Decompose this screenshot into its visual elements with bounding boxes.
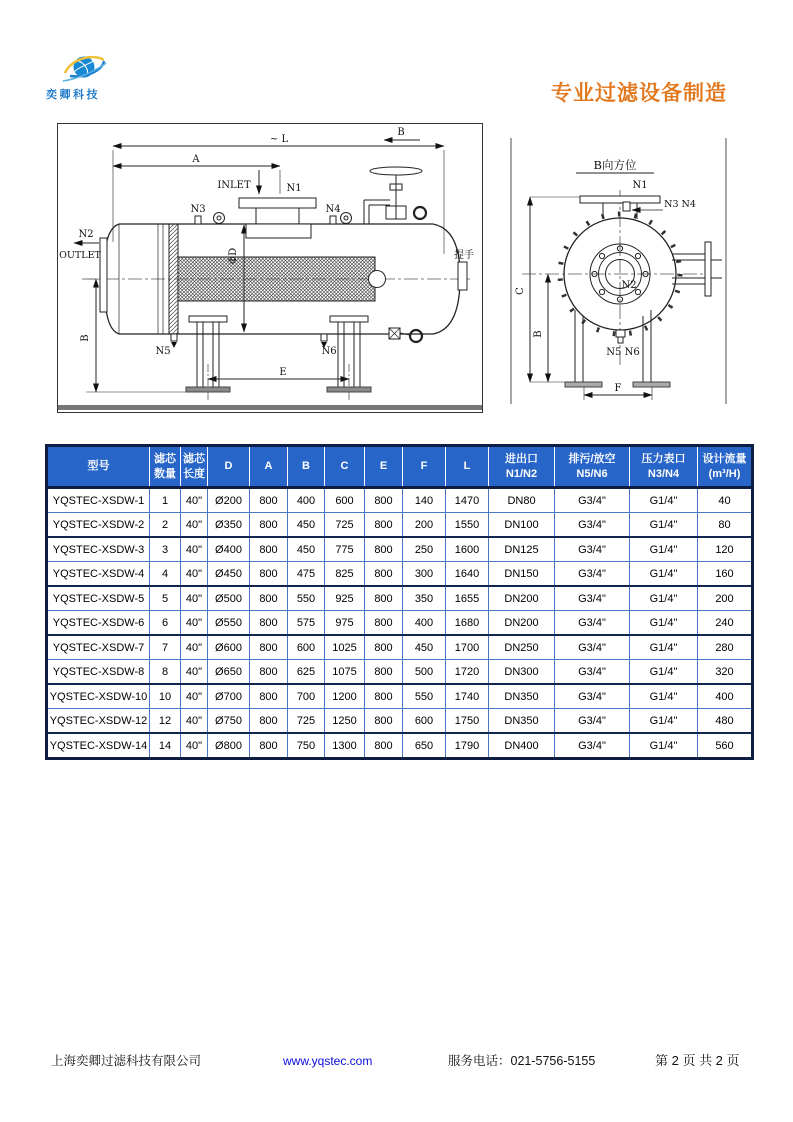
table-cell: YQSTEC-XSDW-2 — [47, 513, 150, 538]
table-row — [47, 709, 753, 734]
table-cell: 560 — [698, 733, 753, 759]
table-cell: 450 — [403, 635, 446, 660]
table-cell: 4 — [150, 562, 181, 587]
table-cell: 600 — [325, 488, 365, 513]
table-cell: 10 — [150, 684, 181, 709]
table-cell: Ø600 — [208, 635, 250, 660]
table-cell: DN350 — [489, 709, 555, 734]
table-cell: YQSTEC-XSDW-8 — [47, 660, 150, 685]
table-cell: YQSTEC-XSDW-3 — [47, 537, 150, 562]
table-cell: 800 — [365, 513, 403, 538]
table-cell: 40" — [181, 684, 208, 709]
label-n3: N3 — [190, 204, 206, 215]
label-dim-b-top: B — [397, 127, 405, 138]
table-cell: YQSTEC-XSDW-12 — [47, 709, 150, 734]
footer-website-link[interactable]: www.yqstec.com — [283, 1054, 373, 1068]
table-row — [47, 586, 753, 611]
table-cell: G1/4" — [630, 562, 698, 587]
table-cell: G1/4" — [630, 537, 698, 562]
table-cell: G3/4" — [555, 733, 630, 759]
table-cell: 1740 — [446, 684, 489, 709]
label-n2: N2 — [78, 229, 94, 240]
table-cell: YQSTEC-XSDW-6 — [47, 611, 150, 636]
label-dim-b-left: B — [80, 334, 91, 342]
table-cell: G1/4" — [630, 611, 698, 636]
table-cell: DN200 — [489, 586, 555, 611]
table-cell: G1/4" — [630, 733, 698, 759]
table-cell: 550 — [288, 586, 325, 611]
footer-company: 上海奕卿过滤科技有限公司 — [51, 1054, 202, 1068]
table-cell: DN150 — [489, 562, 555, 587]
table-cell: 1025 — [325, 635, 365, 660]
column-header: 进出口 N1/N2 — [489, 446, 555, 488]
table-cell: 400 — [288, 488, 325, 513]
column-header: 排污/放空 N5/N6 — [555, 446, 630, 488]
column-header: D — [208, 446, 250, 488]
label-n5: N5 — [155, 346, 171, 357]
table-cell: 400 — [698, 684, 753, 709]
table-cell: 40" — [181, 488, 208, 513]
table-cell: G1/4" — [630, 513, 698, 538]
column-header: F — [403, 446, 446, 488]
table-row — [47, 635, 753, 660]
table-cell: YQSTEC-XSDW-5 — [47, 586, 150, 611]
column-header: 压力表口 N3/N4 — [630, 446, 698, 488]
label-ev-n5n6: N5 N6 — [606, 347, 640, 358]
table-cell: G1/4" — [630, 586, 698, 611]
label-ev-n2: N2 — [621, 280, 637, 291]
table-cell: 800 — [250, 488, 288, 513]
table-cell: G3/4" — [555, 537, 630, 562]
label-phi-d: ΦD — [228, 247, 239, 265]
table-row — [47, 684, 753, 709]
table-cell: 8 — [150, 660, 181, 685]
table-cell: DN300 — [489, 660, 555, 685]
table-cell: 800 — [250, 684, 288, 709]
table-cell: 200 — [403, 513, 446, 538]
label-ev-dim-b: B — [533, 330, 544, 338]
table-cell: G3/4" — [555, 488, 630, 513]
table-cell: 1680 — [446, 611, 489, 636]
table-cell: 3 — [150, 537, 181, 562]
table-cell: 975 — [325, 611, 365, 636]
table-cell: 1075 — [325, 660, 365, 685]
table-row — [47, 660, 753, 685]
table-cell: YQSTEC-XSDW-10 — [47, 684, 150, 709]
side-view-drawing — [57, 123, 483, 413]
label-ev-dim-c: C — [515, 287, 526, 295]
table-cell: 40" — [181, 586, 208, 611]
table-cell: 725 — [288, 709, 325, 734]
label-n4: N4 — [325, 204, 341, 215]
label-n6: N6 — [321, 346, 337, 357]
column-header: B — [288, 446, 325, 488]
table-cell: 300 — [403, 562, 446, 587]
table-cell: 40" — [181, 660, 208, 685]
table-cell: 120 — [698, 537, 753, 562]
table-cell: 1720 — [446, 660, 489, 685]
table-cell: 1640 — [446, 562, 489, 587]
table-cell: 825 — [325, 562, 365, 587]
footer-page-number: 第 2 页 共 2 页 — [655, 1053, 740, 1068]
table-cell: DN250 — [489, 635, 555, 660]
table-cell: DN125 — [489, 537, 555, 562]
label-ev-n3n4: N3 N4 — [664, 199, 696, 210]
table-cell: Ø450 — [208, 562, 250, 587]
table-cell: 1250 — [325, 709, 365, 734]
table-cell: 160 — [698, 562, 753, 587]
table-cell: 800 — [365, 660, 403, 685]
column-header: E — [365, 446, 403, 488]
table-cell: 1655 — [446, 586, 489, 611]
table-cell: Ø200 — [208, 488, 250, 513]
table-cell: 280 — [698, 635, 753, 660]
table-cell: 725 — [325, 513, 365, 538]
table-cell: G3/4" — [555, 660, 630, 685]
table-cell: 925 — [325, 586, 365, 611]
table-cell: 800 — [250, 513, 288, 538]
column-header: L — [446, 446, 489, 488]
table-cell: Ø400 — [208, 537, 250, 562]
table-cell: G1/4" — [630, 635, 698, 660]
table-cell: 475 — [288, 562, 325, 587]
table-cell: 800 — [365, 635, 403, 660]
table-cell: 800 — [250, 660, 288, 685]
table-cell: G3/4" — [555, 513, 630, 538]
table-cell: 240 — [698, 611, 753, 636]
table-cell: 1200 — [325, 684, 365, 709]
table-cell: G1/4" — [630, 684, 698, 709]
table-cell: 40" — [181, 709, 208, 734]
table-cell: 400 — [403, 611, 446, 636]
table-cell: 80 — [698, 513, 753, 538]
table-cell: 575 — [288, 611, 325, 636]
table-cell: G3/4" — [555, 684, 630, 709]
table-cell: G3/4" — [555, 611, 630, 636]
table-cell: 600 — [403, 709, 446, 734]
table-cell: Ø650 — [208, 660, 250, 685]
table-cell: 6 — [150, 611, 181, 636]
table-cell: 40" — [181, 733, 208, 759]
table-cell: 40" — [181, 562, 208, 587]
table-cell: 750 — [288, 733, 325, 759]
table-cell: G3/4" — [555, 635, 630, 660]
table-row — [47, 611, 753, 636]
label-inlet: INLET — [217, 180, 251, 191]
table-cell: 250 — [403, 537, 446, 562]
table-cell: 800 — [365, 733, 403, 759]
table-cell: 14 — [150, 733, 181, 759]
table-cell: 40" — [181, 635, 208, 660]
table-cell: 775 — [325, 537, 365, 562]
table-cell: 800 — [365, 611, 403, 636]
table-cell: G3/4" — [555, 586, 630, 611]
table-cell: YQSTEC-XSDW-4 — [47, 562, 150, 587]
table-cell: 450 — [288, 513, 325, 538]
logo-text: 奕卿科技 — [46, 89, 100, 101]
table-cell: 1470 — [446, 488, 489, 513]
table-cell: 1790 — [446, 733, 489, 759]
table-cell: 12 — [150, 709, 181, 734]
table-cell: 800 — [250, 733, 288, 759]
table-row — [47, 733, 753, 759]
table-cell: 1 — [150, 488, 181, 513]
table-cell: DN400 — [489, 733, 555, 759]
label-ev-n1: N1 — [632, 180, 648, 191]
table-cell: 800 — [365, 586, 403, 611]
column-header: 滤芯 长度 — [181, 446, 208, 488]
logo-globe-icon — [54, 52, 114, 86]
table-cell: 800 — [365, 562, 403, 587]
column-header: 设计流量 (m³/H) — [698, 446, 753, 488]
table-cell: DN350 — [489, 684, 555, 709]
table-row — [47, 562, 753, 587]
table-row — [47, 513, 753, 538]
table-cell: 40" — [181, 537, 208, 562]
table-cell: G3/4" — [555, 709, 630, 734]
label-dim-e: E — [279, 367, 287, 378]
table-cell: G1/4" — [630, 660, 698, 685]
table-cell: 700 — [288, 684, 325, 709]
table-cell: 500 — [403, 660, 446, 685]
table-cell: 40" — [181, 611, 208, 636]
table-cell: 600 — [288, 635, 325, 660]
table-cell: 320 — [698, 660, 753, 685]
table-cell: Ø800 — [208, 733, 250, 759]
table-cell: 1550 — [446, 513, 489, 538]
label-handle: 提手 — [454, 250, 474, 261]
table-cell: DN200 — [489, 611, 555, 636]
table-cell: 450 — [288, 537, 325, 562]
table-cell: YQSTEC-XSDW-7 — [47, 635, 150, 660]
table-cell: G1/4" — [630, 709, 698, 734]
table-cell: Ø350 — [208, 513, 250, 538]
spec-table — [45, 444, 754, 760]
table-cell: 7 — [150, 635, 181, 660]
table-cell: DN100 — [489, 513, 555, 538]
table-cell: YQSTEC-XSDW-14 — [47, 733, 150, 759]
table-cell: 800 — [365, 684, 403, 709]
table-cell: 40" — [181, 513, 208, 538]
column-header: C — [325, 446, 365, 488]
table-cell: 1750 — [446, 709, 489, 734]
table-cell: 800 — [365, 488, 403, 513]
table-cell: 40 — [698, 488, 753, 513]
table-cell: 800 — [250, 586, 288, 611]
table-cell: 480 — [698, 709, 753, 734]
table-cell: 800 — [250, 611, 288, 636]
table-cell: 1700 — [446, 635, 489, 660]
table-cell: Ø550 — [208, 611, 250, 636]
table-cell: 800 — [365, 537, 403, 562]
table-cell: 200 — [698, 586, 753, 611]
table-cell: Ø500 — [208, 586, 250, 611]
label-outlet: OUTLET — [59, 250, 101, 261]
column-header: 滤芯 数量 — [150, 446, 181, 488]
table-cell: G1/4" — [630, 488, 698, 513]
label-ev-dim-f: F — [614, 383, 622, 394]
page-tagline: 专业过滤设备制造 — [551, 82, 727, 105]
table-cell: 1600 — [446, 537, 489, 562]
column-header: A — [250, 446, 288, 488]
table-cell: 550 — [403, 684, 446, 709]
column-header: 型号 — [47, 446, 150, 488]
label-n1: N1 — [286, 183, 302, 194]
footer-phone: 服务电话：021-5756-5155 — [448, 1054, 596, 1068]
table-cell: 800 — [250, 562, 288, 587]
end-view-drawing — [506, 138, 746, 404]
table-row — [47, 488, 753, 513]
table-cell: 625 — [288, 660, 325, 685]
table-cell: 800 — [365, 709, 403, 734]
label-dim-l: ~ L — [269, 134, 289, 145]
table-cell: Ø750 — [208, 709, 250, 734]
table-cell: 140 — [403, 488, 446, 513]
table-cell: 800 — [250, 709, 288, 734]
table-cell: YQSTEC-XSDW-1 — [47, 488, 150, 513]
table-cell: 1300 — [325, 733, 365, 759]
end-view-title: B向方位 — [593, 158, 637, 172]
table-cell: DN80 — [489, 488, 555, 513]
table-cell: 2 — [150, 513, 181, 538]
page-footer — [0, 1050, 793, 1072]
table-cell: Ø700 — [208, 684, 250, 709]
table-cell: 800 — [250, 537, 288, 562]
table-cell: G3/4" — [555, 562, 630, 587]
table-cell: 650 — [403, 733, 446, 759]
label-dim-a: A — [192, 154, 200, 165]
table-row — [47, 537, 753, 562]
table-cell: 5 — [150, 586, 181, 611]
table-cell: 800 — [250, 635, 288, 660]
table-cell: 350 — [403, 586, 446, 611]
